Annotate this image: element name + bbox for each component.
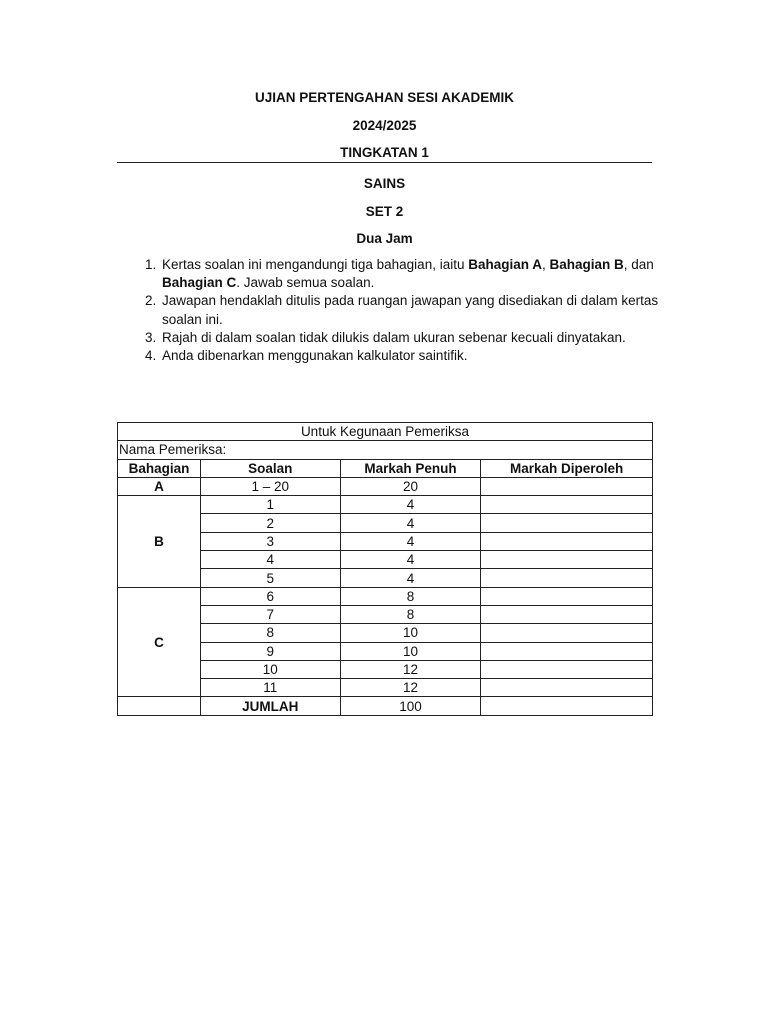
- markah-penuh-cell: 4: [340, 496, 481, 514]
- soalan-cell: 8: [200, 624, 340, 642]
- soalan-cell: 7: [200, 605, 340, 623]
- markah-diperoleh-cell[interactable]: [481, 587, 653, 605]
- markah-diperoleh-cell[interactable]: [481, 660, 653, 678]
- examiner-name-row: [118, 441, 653, 459]
- col-header-markah-penuh: Markah Penuh: [340, 459, 481, 477]
- markah-penuh-cell: 20: [340, 477, 481, 495]
- markah-diperoleh-cell[interactable]: [481, 496, 653, 514]
- markah-diperoleh-cell[interactable]: [481, 679, 653, 697]
- examiner-name-field[interactable]: Nama Pemeriksa:: [118, 441, 653, 459]
- table-row: [118, 496, 653, 514]
- markah-penuh-cell: 4: [340, 532, 481, 550]
- table-row: [118, 587, 653, 605]
- total-obtained-cell[interactable]: [481, 697, 653, 715]
- section-c-label: C: [118, 587, 201, 697]
- markah-penuh-cell: 4: [340, 569, 481, 587]
- soalan-cell: 9: [200, 642, 340, 660]
- soalan-cell: 5: [200, 569, 340, 587]
- markah-diperoleh-cell[interactable]: [481, 624, 653, 642]
- markah-penuh-cell: 8: [340, 605, 481, 623]
- col-header-bahagian: Bahagian: [118, 459, 201, 477]
- instruction-item-4: 4. Anda dibenarkan menggunakan kalkulator saintifik.: [160, 347, 680, 365]
- markah-penuh-cell: 12: [340, 660, 481, 678]
- markah-penuh-cell: 8: [340, 587, 481, 605]
- markah-penuh-cell: 12: [340, 679, 481, 697]
- total-label: JUMLAH: [200, 697, 340, 715]
- total-row: [118, 697, 653, 715]
- instruction-item-2: 2. Jawapan hendaklah ditulis pada ruangan jawapan yang disediakan di dalam kertas soalan ini.: [160, 292, 680, 328]
- form-level: TINGKATAN 1: [340, 145, 429, 160]
- instructions-list: [136, 256, 680, 365]
- markah-diperoleh-cell[interactable]: [481, 642, 653, 660]
- exam-title: UJIAN PERTENGAHAN SESI AKADEMIK: [254, 90, 515, 105]
- soalan-cell: 2: [200, 514, 340, 532]
- markah-penuh-cell: 10: [340, 624, 481, 642]
- set-label: SET 2: [365, 204, 404, 219]
- markah-diperoleh-cell[interactable]: [481, 532, 653, 550]
- markah-diperoleh-cell[interactable]: [481, 514, 653, 532]
- markah-diperoleh-cell[interactable]: [481, 605, 653, 623]
- total-empty-cell: [118, 697, 201, 715]
- soalan-cell: 11: [200, 679, 340, 697]
- soalan-cell: 1 – 20: [200, 477, 340, 495]
- total-value: 100: [340, 697, 481, 715]
- col-header-markah-diperoleh: Markah Diperoleh: [481, 459, 653, 477]
- col-header-soalan: Soalan: [200, 459, 340, 477]
- academic-year: 2024/2025: [352, 118, 417, 133]
- section-b-label: B: [118, 496, 201, 587]
- table-title: Untuk Kegunaan Pemeriksa: [118, 423, 653, 441]
- markah-penuh-cell: 10: [340, 642, 481, 660]
- soalan-cell: 3: [200, 532, 340, 550]
- markah-diperoleh-cell[interactable]: [481, 551, 653, 569]
- table-row: [118, 477, 653, 495]
- markah-diperoleh-cell[interactable]: [481, 569, 653, 587]
- examiner-marks-table: [117, 422, 653, 716]
- subject-title: SAINS: [363, 176, 406, 191]
- header-divider: [117, 162, 652, 163]
- section-a-label: A: [118, 477, 201, 495]
- soalan-cell: 6: [200, 587, 340, 605]
- table-title-row: [118, 423, 653, 441]
- instruction-item-1: 1. Kertas soalan ini mengandungi tiga bahagian, iaitu Bahagian A, Bahagian B, dan Bahagian C. Jawab semua soalan.: [160, 256, 680, 292]
- table-header-row: [118, 459, 653, 477]
- instruction-item-3: 3. Rajah di dalam soalan tidak dilukis dalam ukuran sebenar kecuali dinyatakan.: [160, 329, 680, 347]
- duration-label: Dua Jam: [356, 231, 413, 246]
- markah-penuh-cell: 4: [340, 514, 481, 532]
- soalan-cell: 4: [200, 551, 340, 569]
- soalan-cell: 1: [200, 496, 340, 514]
- soalan-cell: 10: [200, 660, 340, 678]
- markah-penuh-cell: 4: [340, 551, 481, 569]
- markah-diperoleh-cell[interactable]: [481, 477, 653, 495]
